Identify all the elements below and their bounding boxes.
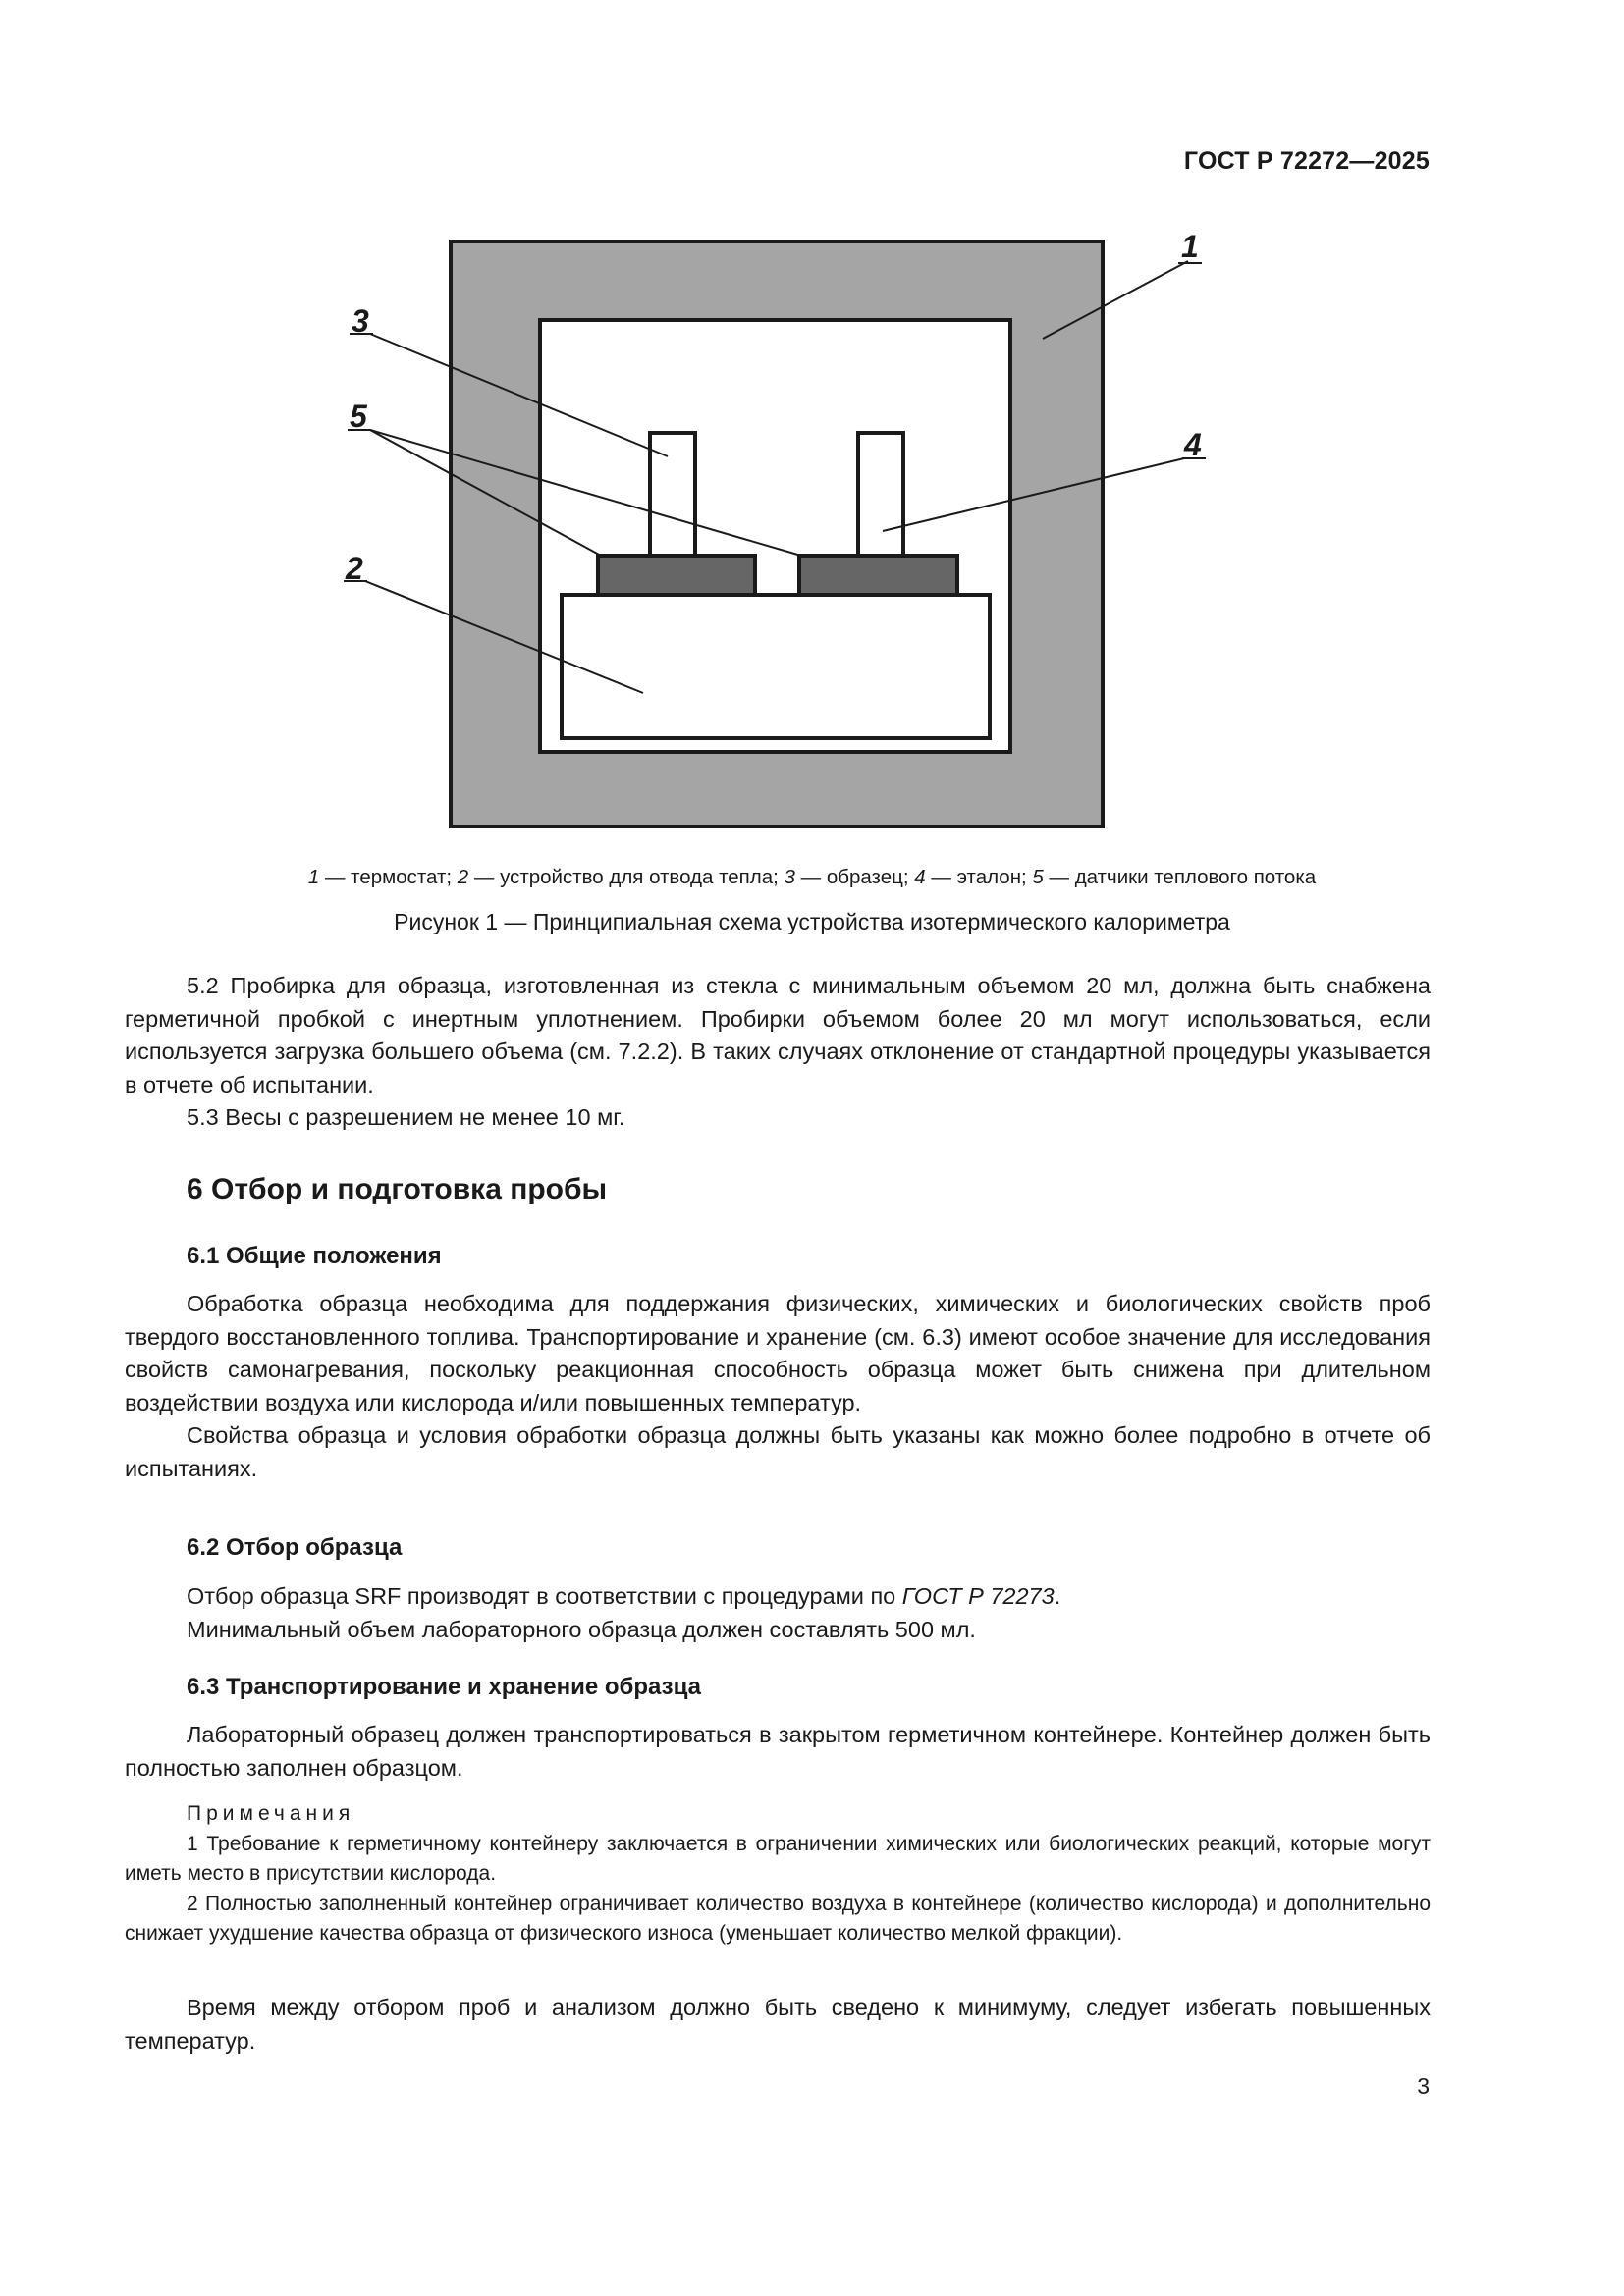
key-num-3: 3 (784, 866, 795, 888)
reference-tube (858, 433, 903, 556)
paragraph-6-1-2: Свойства образца и условия обработки образца должны быть указаны как можно более подробно в отчете об испытаниях. (125, 1422, 1431, 1481)
page-number: 3 (1417, 2073, 1430, 2099)
key-text-1: — термостат; (319, 866, 458, 888)
key-text-5: — датчики теплового потока (1043, 866, 1317, 888)
notes-block (125, 1799, 1431, 1949)
callout-label-4: 4 (1184, 427, 1202, 462)
subsection-6-3-heading: 6.3 Транспортирование и хранение образца (187, 1674, 702, 1700)
heat-flux-sensor-left (598, 556, 755, 595)
paragraph-6-3-1: Лабораторный образец должен транспортироваться в закрытом герметичном контейнере. Контейнер должен быть полностью заполнен образцом. (125, 1722, 1431, 1781)
paragraph-5-2: 5.2 Пробирка для образца, изготовленная из стекла с минимальным объемом 20 мл, должна быть снабжена герметичной пробкой с инертным уплотнением. Пробирки объемом более 20 мл могут использоваться, если используется загрузка большего объема (см. 7.2.2). В таких случаях отклонение от стандартной процедуры указывается в отчете об испытании. (125, 973, 1431, 1097)
note-2: 2 Полностью заполненный контейнер ограничивает количество воздуха в контейнере (количество кислорода) и дополнительно снижает ухудшение качества образца от физического износа (уменьшает количество мелкой фракции). (125, 1892, 1431, 1945)
key-text-4: — эталон; (925, 866, 1033, 888)
paragraph-6-3-2: Время между отбором проб и анализом должно быть сведено к минимуму, следует избегать повышенных температур. (125, 1995, 1431, 2054)
subsection-6-3-body (125, 1719, 1431, 1785)
heat-flux-sensor-right (799, 556, 957, 595)
figure-key (0, 866, 1624, 889)
subsection-6-1-heading: 6.1 Общие положения (187, 1243, 442, 1269)
heat-sink (562, 595, 990, 738)
calorimeter-diagram (334, 226, 1257, 834)
callout-label-1: 1 (1181, 229, 1199, 264)
key-text-3: — образец; (794, 866, 915, 888)
callout-label-2: 2 (346, 551, 363, 586)
callout-label-5: 5 (350, 399, 367, 434)
subsection-6-2-heading: 6.2 Отбор образца (187, 1534, 403, 1561)
key-num-2: 2 (457, 866, 469, 888)
paragraph-6-2-1-text: Отбор образца SRF производят в соответствии с процедурами по (187, 1583, 902, 1609)
paragraph-6-2-2: Минимальный объем лабораторного образца должен составлять 500 мл. (187, 1616, 976, 1642)
subsection-6-2-body (125, 1580, 1431, 1646)
document-code: ГОСТ Р 72272—2025 (1183, 147, 1430, 175)
key-num-4: 4 (914, 866, 926, 888)
paragraph-6-2-1 (125, 1580, 1431, 1614)
subsection-6-3-closing (125, 1992, 1431, 2057)
figure-title: Рисунок 1 — Принципиальная схема устройства изотермического калориметра (394, 909, 1230, 934)
paragraph-6-1-1: Обработка образца необходима для поддержания физических, химических и биологических свойств проб твердого восстановленного топлива. Транспортирование и хранение (см. 6.3) имеют особое значение для исследования свойств самонагревания, поскольку реакционная способность образца может быть снижена при длительном воздействии воздуха или кислорода и/или повышенных температур. (125, 1291, 1431, 1415)
standard-reference: ГОСТ Р 72273 (901, 1583, 1055, 1609)
key-num-1: 1 (307, 866, 320, 888)
subsection-6-1-body (125, 1288, 1431, 1485)
notes-title: Примечания (187, 1802, 355, 1825)
note-1: 1 Требование к герметичному контейнеру заключается в ограничении химических или биологических реакций, которые могут иметь место в присутствии кислорода. (125, 1832, 1431, 1885)
section-6-heading: 6 Отбор и подготовка пробы (187, 1173, 608, 1205)
callout-label-3: 3 (352, 303, 369, 339)
key-num-5: 5 (1032, 866, 1044, 888)
paragraph-6-2-1-end: . (1054, 1583, 1061, 1609)
key-text-2: — устройство для отвода тепла; (468, 866, 785, 888)
section-5-paragraphs (125, 970, 1431, 1135)
paragraph-5-3: 5.3 Весы с разрешением не менее 10 мг. (187, 1104, 625, 1130)
